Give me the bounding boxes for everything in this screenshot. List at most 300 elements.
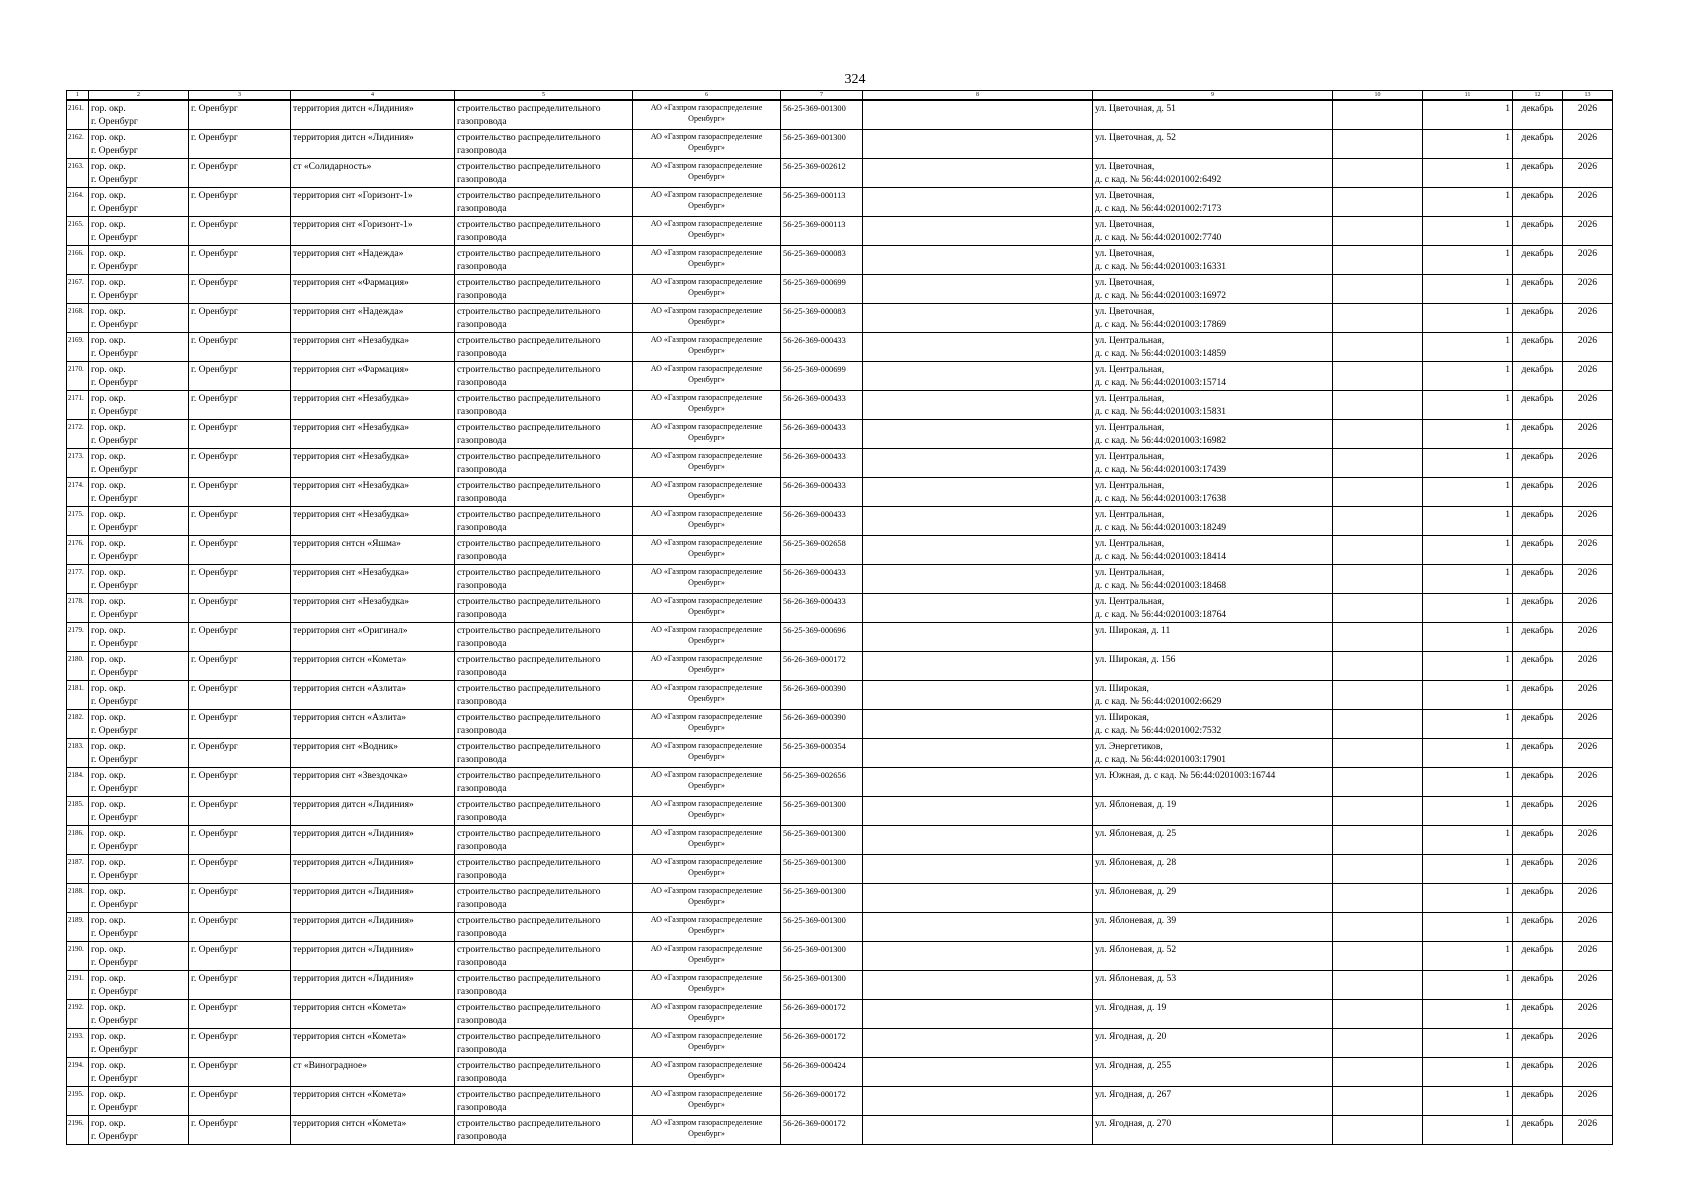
row-number (67, 332, 89, 361)
municipality-line: г. Оренбург (91, 289, 138, 301)
settlement (189, 651, 291, 680)
municipality (89, 303, 189, 332)
year-line: 2026 (1577, 537, 1598, 549)
year-line: 2026 (1577, 392, 1598, 404)
row-number (67, 535, 89, 564)
row-number (67, 738, 89, 767)
row-number-line: 2172. (68, 422, 84, 431)
organization-line: АО «Газпром газораспределение (650, 1059, 763, 1069)
work-type (455, 680, 633, 709)
column-8 (863, 564, 1093, 593)
municipality (89, 709, 189, 738)
territory-line: территория снт «Звездочка» (293, 769, 408, 781)
month-line: декабрь (1521, 624, 1554, 636)
territory (291, 274, 455, 303)
cadastral-number-line: 56-26-369-000433 (783, 451, 846, 461)
column-number-10: 10 (1333, 91, 1423, 101)
row-number (67, 216, 89, 245)
month (1513, 506, 1563, 535)
month (1513, 419, 1563, 448)
row-number-line: 2165. (68, 219, 84, 228)
row-number (67, 970, 89, 999)
quantity-line: 1 (1505, 798, 1510, 810)
organization (633, 883, 781, 912)
column-8 (863, 912, 1093, 941)
municipality-line: г. Оренбург (91, 666, 138, 678)
year-line: 2026 (1577, 1117, 1598, 1129)
territory-line: территория дитсн «Лидиния» (293, 856, 414, 868)
quantity (1423, 680, 1513, 709)
organization-line: Оренбург» (688, 403, 725, 413)
table-row (67, 970, 1613, 999)
work-type (455, 419, 633, 448)
quantity (1423, 158, 1513, 187)
year (1563, 158, 1613, 187)
year (1563, 825, 1613, 854)
column-8 (863, 245, 1093, 274)
work-type-line: газопровода (457, 1130, 507, 1142)
quantity-line: 1 (1505, 653, 1510, 665)
row-number (67, 883, 89, 912)
address-line: ул. Ягодная, д. 270 (1095, 1117, 1172, 1129)
municipality (89, 883, 189, 912)
column-number-2: 2 (89, 91, 189, 101)
row-number (67, 100, 89, 129)
organization-line: АО «Газпром газораспределение (650, 1117, 763, 1127)
work-type-line: строительство распределительного (457, 566, 601, 578)
settlement (189, 506, 291, 535)
month-line: декабрь (1521, 189, 1554, 201)
work-type-line: строительство распределительного (457, 1088, 601, 1100)
work-type (455, 245, 633, 274)
column-number-7: 7 (781, 91, 863, 101)
row-number (67, 187, 89, 216)
municipality-line: гор. окр. (91, 827, 126, 839)
column-8 (863, 941, 1093, 970)
table-row (67, 216, 1613, 245)
organization-line: Оренбург» (688, 606, 725, 616)
table-row (67, 419, 1613, 448)
address-line: ул. Широкая, д. 156 (1095, 653, 1176, 665)
address (1093, 651, 1333, 680)
cadastral-number (781, 100, 863, 129)
municipality-line: г. Оренбург (91, 347, 138, 359)
quantity (1423, 941, 1513, 970)
work-type-line: газопровода (457, 434, 507, 446)
address (1093, 245, 1333, 274)
quantity-line: 1 (1505, 827, 1510, 839)
address (1093, 1086, 1333, 1115)
year (1563, 390, 1613, 419)
address (1093, 970, 1333, 999)
work-type-line: газопровода (457, 753, 507, 765)
territory (291, 709, 455, 738)
settlement-line: г. Оренбург (191, 914, 238, 926)
municipality (89, 651, 189, 680)
month (1513, 854, 1563, 883)
organization-line: АО «Газпром газораспределение (650, 363, 763, 373)
organization-line: АО «Газпром газораспределение (650, 798, 763, 808)
territory-line: территория снт «Оригинал» (293, 624, 408, 636)
column-8 (863, 1115, 1093, 1144)
organization-line: АО «Газпром газораспределение (650, 421, 763, 431)
address (1093, 535, 1333, 564)
address-line: ул. Центральная, (1095, 508, 1165, 520)
municipality-line: гор. окр. (91, 1117, 126, 1129)
quantity (1423, 245, 1513, 274)
organization-line: Оренбург» (688, 200, 725, 210)
work-type-line: строительство распределительного (457, 1059, 601, 1071)
cadastral-number-line: 56-26-369-000424 (783, 1060, 846, 1070)
municipality-line: г. Оренбург (91, 550, 138, 562)
municipality (89, 361, 189, 390)
cadastral-number (781, 564, 863, 593)
address-line: ул. Широкая, (1095, 711, 1149, 723)
column-8 (863, 390, 1093, 419)
cadastral-number (781, 1115, 863, 1144)
municipality-line: гор. окр. (91, 392, 126, 404)
work-type (455, 303, 633, 332)
organization-line: АО «Газпром газораспределение (650, 856, 763, 866)
work-type-line: газопровода (457, 782, 507, 794)
column-8 (863, 419, 1093, 448)
territory (291, 1057, 455, 1086)
column-10 (1333, 390, 1423, 419)
year-line: 2026 (1577, 1001, 1598, 1013)
territory (291, 390, 455, 419)
address-line: д. с кад. № 56:44:0201003:18414 (1095, 550, 1227, 562)
settlement-line: г. Оренбург (191, 1117, 238, 1129)
quantity (1423, 970, 1513, 999)
table-row (67, 158, 1613, 187)
table-row (67, 912, 1613, 941)
quantity (1423, 651, 1513, 680)
month-line: декабрь (1521, 421, 1554, 433)
work-type-line: строительство распределительного (457, 305, 601, 317)
work-type-line: строительство распределительного (457, 479, 601, 491)
work-type-line: строительство распределительного (457, 131, 601, 143)
month-line: декабрь (1521, 653, 1554, 665)
row-number-line: 2166. (68, 248, 84, 257)
address-line: ул. Яблоневая, д. 53 (1095, 972, 1177, 984)
work-type-line: газопровода (457, 724, 507, 736)
work-type-line: строительство распределительного (457, 711, 601, 723)
year-line: 2026 (1577, 421, 1598, 433)
column-10 (1333, 158, 1423, 187)
month-line: декабрь (1521, 131, 1554, 143)
municipality (89, 999, 189, 1028)
column-10 (1333, 129, 1423, 158)
cadastral-number-line: 56-26-369-000172 (783, 1002, 846, 1012)
work-type-line: строительство распределительного (457, 653, 601, 665)
municipality (89, 1057, 189, 1086)
territory-line: территория снт «Надежда» (293, 247, 404, 259)
column-10 (1333, 216, 1423, 245)
address (1093, 767, 1333, 796)
territory-line: территория снт «Горизонт-1» (293, 189, 413, 201)
address-line: д. с кад. № 56:44:0201002:6492 (1095, 173, 1222, 185)
month (1513, 999, 1563, 1028)
municipality-line: гор. окр. (91, 914, 126, 926)
territory-line: территория снтсн «Яшма» (293, 537, 401, 549)
column-8 (863, 1086, 1093, 1115)
territory-line: территория снт «Незабудка» (293, 595, 410, 607)
column-8 (863, 680, 1093, 709)
organization (633, 274, 781, 303)
quantity (1423, 448, 1513, 477)
year-line: 2026 (1577, 450, 1598, 462)
municipality (89, 390, 189, 419)
column-10 (1333, 332, 1423, 361)
work-type (455, 129, 633, 158)
quantity-line: 1 (1505, 856, 1510, 868)
month-line: декабрь (1521, 798, 1554, 810)
municipality (89, 535, 189, 564)
cadastral-number (781, 825, 863, 854)
municipality-line: гор. окр. (91, 450, 126, 462)
year-line: 2026 (1577, 711, 1598, 723)
organization (633, 419, 781, 448)
table-row (67, 100, 1613, 129)
organization (633, 535, 781, 564)
municipality-line: г. Оренбург (91, 637, 138, 649)
year (1563, 1115, 1613, 1144)
address (1093, 332, 1333, 361)
organization (633, 999, 781, 1028)
row-number-line: 2179. (68, 625, 84, 634)
municipality-line: гор. окр. (91, 740, 126, 752)
column-8 (863, 129, 1093, 158)
territory (291, 303, 455, 332)
year-line: 2026 (1577, 479, 1598, 491)
quantity-line: 1 (1505, 160, 1510, 172)
month (1513, 680, 1563, 709)
column-10 (1333, 303, 1423, 332)
territory (291, 448, 455, 477)
territory-line: территория снт «Надежда» (293, 305, 404, 317)
work-type (455, 883, 633, 912)
organization-line: АО «Газпром газораспределение (650, 334, 763, 344)
address-line: д. с кад. № 56:44:0201003:15714 (1095, 376, 1227, 388)
address-line: ул. Ягодная, д. 19 (1095, 1001, 1167, 1013)
quantity (1423, 1086, 1513, 1115)
year-line: 2026 (1577, 595, 1598, 607)
work-type-line: газопровода (457, 116, 507, 127)
month (1513, 1057, 1563, 1086)
settlement (189, 883, 291, 912)
month-line: декабрь (1521, 305, 1554, 317)
settlement-line: г. Оренбург (191, 537, 238, 549)
row-number-line: 2168. (68, 306, 84, 315)
territory (291, 651, 455, 680)
cadastral-number (781, 1057, 863, 1086)
row-number-line: 2171. (68, 393, 84, 402)
month (1513, 564, 1563, 593)
year-line: 2026 (1577, 856, 1598, 868)
quantity-line: 1 (1505, 537, 1510, 549)
organization-line: АО «Газпром газораспределение (650, 508, 763, 518)
quantity (1423, 419, 1513, 448)
column-number-1: 1 (67, 91, 89, 101)
year (1563, 912, 1613, 941)
work-type-line: газопровода (457, 927, 507, 939)
work-type-line: строительство распределительного (457, 334, 601, 346)
cadastral-number (781, 477, 863, 506)
quantity-line: 1 (1505, 943, 1510, 955)
settlement-line: г. Оренбург (191, 972, 238, 984)
organization-line: АО «Газпром газораспределение (650, 1001, 763, 1011)
settlement (189, 854, 291, 883)
row-number-line: 2173. (68, 451, 84, 460)
cadastral-number (781, 970, 863, 999)
quantity-line: 1 (1505, 218, 1510, 230)
cadastral-number (781, 506, 863, 535)
month-line: декабрь (1521, 334, 1554, 346)
column-10 (1333, 535, 1423, 564)
municipality-line: гор. окр. (91, 972, 126, 984)
organization-line: Оренбург» (688, 345, 725, 355)
table-row (67, 651, 1613, 680)
row-number (67, 245, 89, 274)
work-type-line: строительство распределительного (457, 1117, 601, 1129)
month-line: декабрь (1521, 740, 1554, 752)
table-row (67, 361, 1613, 390)
month (1513, 1028, 1563, 1057)
row-number (67, 477, 89, 506)
settlement-line: г. Оренбург (191, 450, 238, 462)
column-10 (1333, 419, 1423, 448)
territory-line: территория снтсн «Комета» (293, 1088, 407, 1100)
address-line: ул. Центральная, (1095, 450, 1165, 462)
quantity-line: 1 (1505, 305, 1510, 317)
organization-line: Оренбург» (688, 519, 725, 529)
cadastral-number-line: 56-25-369-001300 (783, 104, 846, 113)
work-type (455, 825, 633, 854)
organization-line: Оренбург» (688, 896, 725, 906)
organization (633, 825, 781, 854)
cadastral-number (781, 187, 863, 216)
row-number (67, 767, 89, 796)
municipality-line: г. Оренбург (91, 1101, 138, 1113)
address-line: ул. Центральная, (1095, 479, 1165, 491)
address-line: д. с кад. № 56:44:0201003:18468 (1095, 579, 1227, 591)
work-type-line: строительство распределительного (457, 537, 601, 549)
address (1093, 100, 1333, 129)
row-number-line: 2164. (68, 190, 84, 199)
row-number (67, 1028, 89, 1057)
row-number-line: 2191. (68, 973, 84, 982)
territory-line: ст «Солидарность» (293, 160, 372, 172)
work-type-line: строительство распределительного (457, 769, 601, 781)
column-10 (1333, 274, 1423, 303)
column-10 (1333, 825, 1423, 854)
column-8 (863, 593, 1093, 622)
column-10 (1333, 912, 1423, 941)
settlement-line: г. Оренбург (191, 653, 238, 665)
quantity-line: 1 (1505, 1117, 1510, 1129)
territory (291, 912, 455, 941)
month-line: декабрь (1521, 508, 1554, 520)
address-line: д. с кад. № 56:44:0201003:14859 (1095, 347, 1227, 359)
work-type-line: газопровода (457, 811, 507, 823)
address (1093, 129, 1333, 158)
quantity (1423, 709, 1513, 738)
municipality-line: гор. окр. (91, 421, 126, 433)
column-number-4: 4 (291, 91, 455, 101)
municipality-line: г. Оренбург (91, 840, 138, 852)
column-number-9: 9 (1093, 91, 1333, 101)
municipality-line: г. Оренбург (91, 492, 138, 504)
territory (291, 941, 455, 970)
work-type-line: газопровода (457, 869, 507, 881)
month (1513, 129, 1563, 158)
column-8 (863, 187, 1093, 216)
column-10 (1333, 970, 1423, 999)
territory (291, 767, 455, 796)
work-type-line: строительство распределительного (457, 103, 601, 114)
territory (291, 796, 455, 825)
year (1563, 883, 1613, 912)
cadastral-number-line: 56-25-369-000699 (783, 364, 846, 374)
municipality-line: г. Оренбург (91, 376, 138, 388)
month (1513, 796, 1563, 825)
column-10 (1333, 622, 1423, 651)
year-line: 2026 (1577, 305, 1598, 317)
column-10 (1333, 593, 1423, 622)
settlement (189, 1057, 291, 1086)
quantity (1423, 767, 1513, 796)
municipality (89, 738, 189, 767)
settlement-line: г. Оренбург (191, 1059, 238, 1071)
territory (291, 622, 455, 651)
work-type (455, 738, 633, 767)
address (1093, 390, 1333, 419)
row-number-line: 2174. (68, 480, 84, 489)
month (1513, 477, 1563, 506)
row-number-line: 2193. (68, 1031, 84, 1040)
quantity-line: 1 (1505, 1059, 1510, 1071)
address (1093, 709, 1333, 738)
year (1563, 129, 1613, 158)
year (1563, 1028, 1613, 1057)
row-number (67, 129, 89, 158)
cadastral-number (781, 448, 863, 477)
quantity-line: 1 (1505, 450, 1510, 462)
territory (291, 245, 455, 274)
address-line: ул. Яблоневая, д. 19 (1095, 798, 1177, 810)
municipality-line: гор. окр. (91, 537, 126, 549)
quantity-line: 1 (1505, 508, 1510, 520)
year-line: 2026 (1577, 334, 1598, 346)
territory (291, 332, 455, 361)
work-type-line: газопровода (457, 898, 507, 910)
organization-line: Оренбург» (688, 171, 725, 181)
address-line: д. с кад. № 56:44:0201003:17439 (1095, 463, 1227, 475)
work-type-line: газопровода (457, 405, 507, 417)
year-line: 2026 (1577, 769, 1598, 781)
municipality (89, 825, 189, 854)
address-line: д. с кад. № 56:44:0201003:16331 (1095, 260, 1227, 272)
quantity (1423, 274, 1513, 303)
municipality (89, 158, 189, 187)
work-type (455, 506, 633, 535)
organization-line: Оренбург» (688, 983, 725, 993)
organization (633, 1057, 781, 1086)
month-line: декабрь (1521, 103, 1554, 114)
work-type-line: строительство распределительного (457, 508, 601, 520)
municipality-line: г. Оренбург (91, 608, 138, 620)
settlement (189, 1115, 291, 1144)
